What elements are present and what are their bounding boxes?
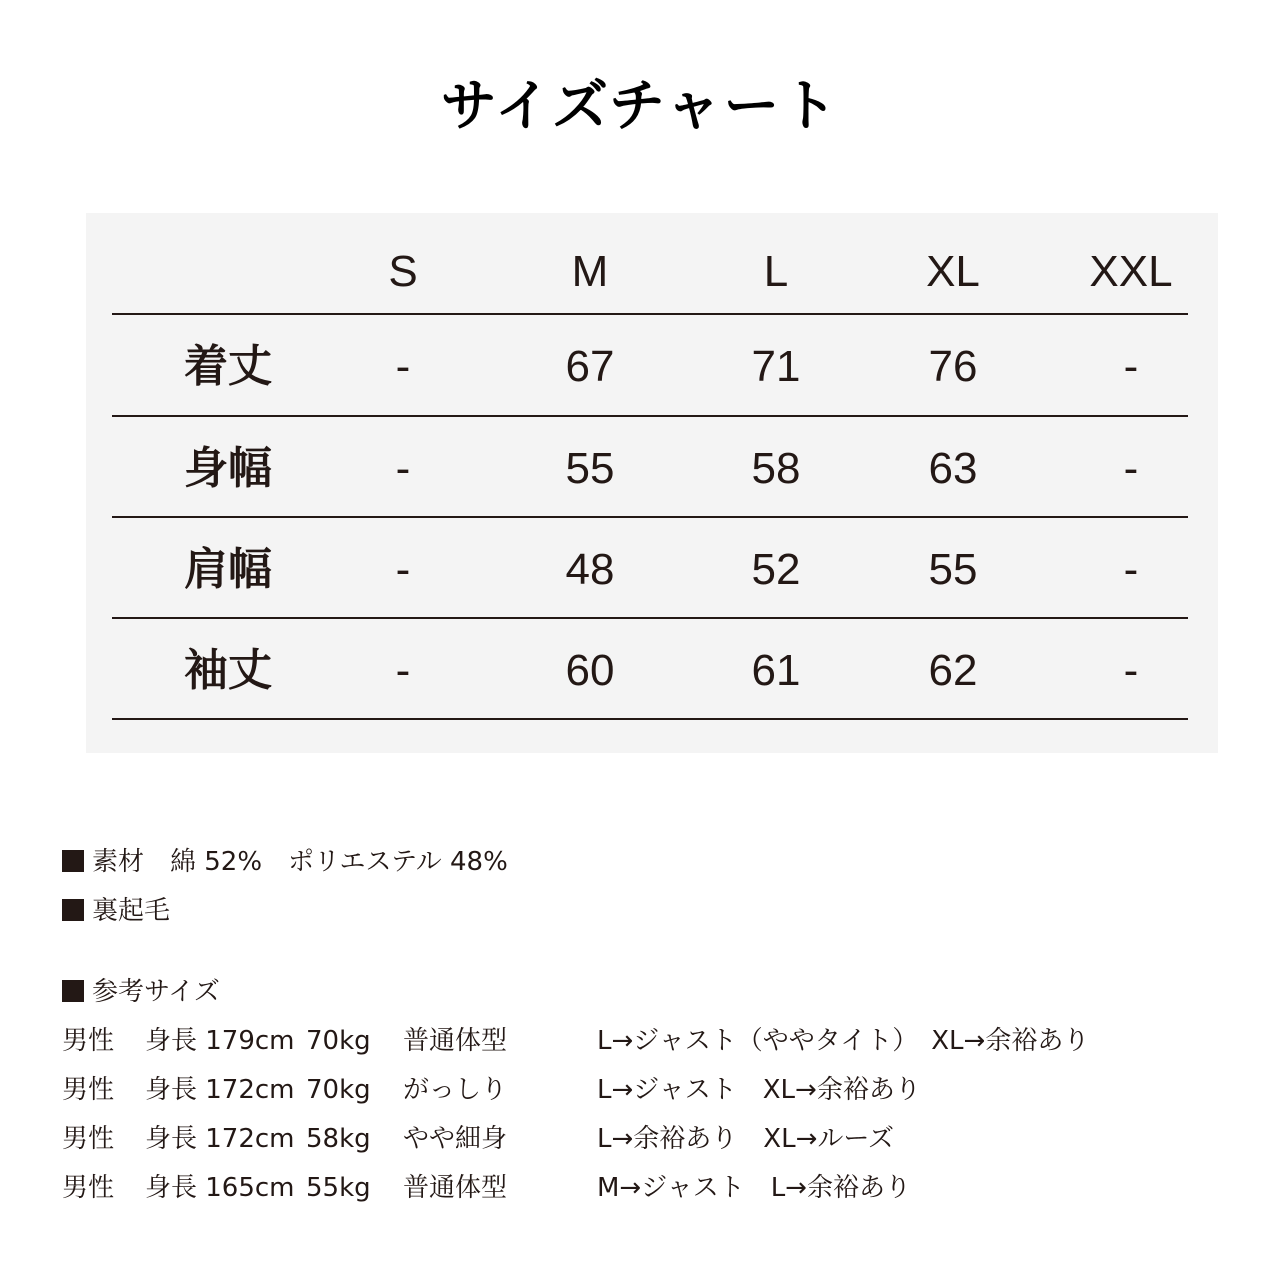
size-header-xxl: XXL [1089, 247, 1173, 296]
lining-text: 裏起毛 [92, 896, 171, 926]
ref-gender: 男性 [62, 1124, 115, 1154]
size-header-m: M [571, 247, 609, 296]
size-header-l: L [763, 247, 789, 296]
table-cell: 55 [565, 444, 615, 493]
table-cell: 60 [565, 646, 615, 695]
ref-fit: M→ジャスト L→余裕あり [597, 1173, 911, 1203]
ref-build: がっしり [403, 1075, 508, 1105]
ref-height: 身長 172cm [145, 1075, 295, 1105]
table-cell: 71 [751, 342, 801, 391]
table-cell: - [395, 545, 411, 594]
table-rule [112, 718, 1188, 720]
table-cell: 48 [565, 545, 615, 594]
table-cell: - [395, 342, 411, 391]
table-cell: 63 [928, 444, 978, 493]
table-cell: 58 [751, 444, 801, 493]
ref-build: 普通体型 [403, 1026, 508, 1056]
lining-note [62, 896, 170, 926]
table-rule [112, 516, 1188, 518]
table-cell: - [1123, 545, 1139, 594]
ref-weight: 55kg [306, 1173, 371, 1203]
size-header-s: S [388, 247, 418, 296]
square-bullet-icon [62, 980, 84, 1002]
table-rule [112, 415, 1188, 417]
page-title: サイズチャート [440, 74, 840, 139]
ref-height: 身長 165cm [145, 1173, 295, 1203]
row-label-length: 着丈 [184, 341, 272, 392]
table-cell: - [1123, 646, 1139, 695]
table-cell: 55 [928, 545, 978, 594]
material-text: 素材 綿 52% ポリエステル 48% [92, 847, 508, 877]
ref-weight: 58kg [306, 1124, 371, 1154]
ref-weight: 70kg [306, 1026, 371, 1056]
ref-gender: 男性 [62, 1075, 115, 1105]
ref-fit: L→ジャスト XL→余裕あり [597, 1075, 921, 1105]
table-rule [112, 313, 1188, 315]
ref-gender: 男性 [62, 1173, 115, 1203]
ref-build: やや細身 [403, 1124, 508, 1154]
ref-height: 身長 179cm [145, 1026, 295, 1056]
table-cell: - [1123, 444, 1139, 493]
table-cell: - [395, 444, 411, 493]
ref-height: 身長 172cm [145, 1124, 295, 1154]
row-label-shoulder-width: 肩幅 [184, 544, 272, 595]
square-bullet-icon [62, 850, 84, 872]
ref-fit: L→余裕あり XL→ルーズ [597, 1124, 895, 1154]
square-bullet-icon [62, 899, 84, 921]
material-note [62, 847, 508, 877]
size-header-xl: XL [926, 247, 980, 296]
reference-heading-text: 参考サイズ [92, 977, 220, 1007]
row-label-sleeve-length: 袖丈 [184, 645, 272, 696]
table-rule [112, 617, 1188, 619]
ref-build: 普通体型 [403, 1173, 508, 1203]
ref-weight: 70kg [306, 1075, 371, 1105]
table-cell: 62 [928, 646, 978, 695]
table-cell: - [395, 646, 411, 695]
table-cell: 61 [751, 646, 801, 695]
table-cell: - [1123, 342, 1139, 391]
reference-heading [62, 977, 220, 1007]
ref-fit: L→ジャスト（ややタイト） XL→余裕あり [597, 1026, 1090, 1056]
table-cell: 76 [928, 342, 978, 391]
ref-gender: 男性 [62, 1026, 115, 1056]
row-label-body-width: 身幅 [184, 443, 272, 494]
table-cell: 52 [751, 545, 801, 594]
table-cell: 67 [565, 342, 615, 391]
